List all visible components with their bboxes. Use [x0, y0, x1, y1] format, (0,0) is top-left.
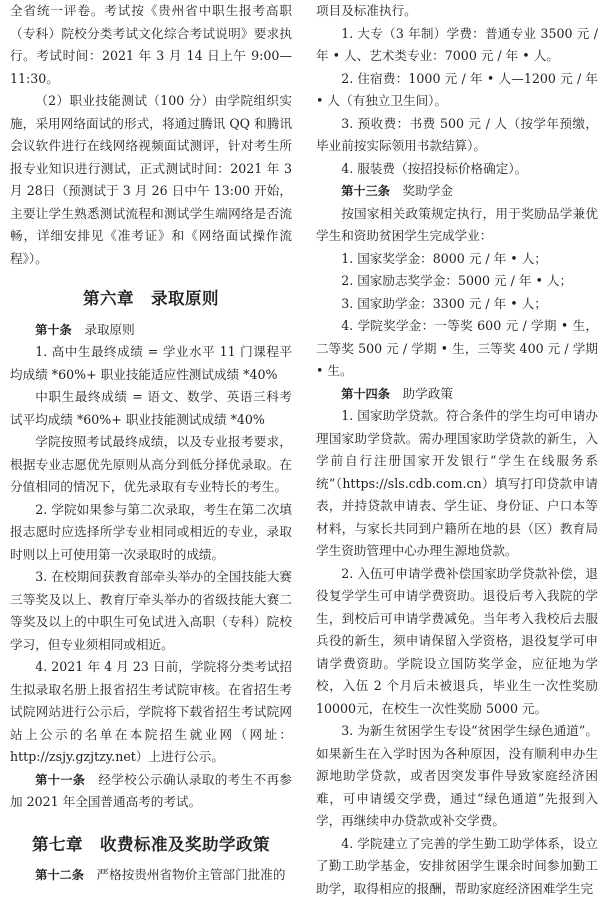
paragraph: （2）职业技能测试（100 分）由学院组织实施，采用网络面试的形式，将通过腾讯 QQ 和腾讯会议软件进行在线网络视频面试测评，针对考生所报专业知识进行测试，正式测试时间：2021 年 3 月 28日（预测试于 3 月 26 日中午 13:00 开始，主要让学生熟悉测试流程和测试学生端网络是否流畅，详细安排见《准考证》和《网络面试操作流程》）。	[10, 90, 292, 270]
paragraph: 2. 入伍可申请学费补偿国家助学贷款补偿，退役复学学生可申请学费资助。退役后考入我院的学生，到校后可申请学费减免。当年考入我校后去服兵役的新生，须申请保留入学资格，退役复学可申请学费资助。学院设立国防奖学金，应征地为学校，入伍 2 个月后未被退兵，毕业生一次性奖励 10000元，在校生一次性奖励 5000 元。	[316, 563, 598, 721]
paragraph: 中职生最终成绩 = 语文、数学、英语三科考试平均成绩 *60%+ 职业技能测试成绩 *40%	[10, 386, 292, 431]
paragraph: 1. 国家助学贷款。符合条件的学生均可申请办理国家助学贷款。需办理国家助学贷款的新生，入学前自行注册国家开发银行“学生在线服务系统”（https://sls.cdb.com.cn）填写打印贷款申请表，并持贷款申请表、学生证、身份证、户口本等材料，与家长共同到户籍所在地的县（区）教育局学生资助管理中心办理生源地贷款。	[316, 405, 598, 563]
article-11	[10, 769, 292, 814]
fee-item: 2. 住宿费：1000 元 / 年 • 人—1200 元 / 年 • 人（有独立卫生间）。	[316, 68, 598, 113]
paragraph: 学院按照考试最终成绩，以及专业报考要求，根据专业志愿优先原则从高分到低分择优录取。在分值相同的情况下，优先录取有专业特长的考生。	[10, 431, 292, 499]
paragraph: 按国家相关政策规定执行，用于奖励品学兼优学生和资助贫困学生完成学业：	[316, 203, 598, 248]
paragraph: 4. 2021 年 4 月 23 日前，学院将分类考试招生拟录取名册上报省招生考试院审核。在省招生考试院网站进行公示后，学院将下载省招生考试院网站上公示的名单在本院招生就业网（网址：http://zsjy.gzjtzy.net）上进行公示。	[10, 656, 292, 769]
article-label: 第十四条	[341, 387, 390, 401]
fee-item: 4. 服装费（按招投标价格确定）。	[316, 158, 598, 181]
left-column	[10, 0, 292, 887]
paragraph: 3. 在校期间获教育部牵头举办的全国技能大赛三等奖及以上、教育厅牵头举办的省级技能大赛二等奖及以上的中职生可免试进入高职（专科）院校学习，但专业须相同或相近。	[10, 566, 292, 656]
article-label: 第十一条	[35, 773, 85, 787]
article-12	[10, 864, 292, 887]
right-column	[316, 0, 598, 900]
article-label: 第十三条	[341, 184, 390, 198]
article-10-heading	[10, 319, 292, 342]
article-14-heading	[316, 383, 598, 406]
paragraph: 全省统一评卷。考试按《贵州省中职生报考高职（专科）院校分类考试文化综合考试说明》要求执行。考试时间：2021 年 3 月 14 日上午 9:00—11:30。	[10, 0, 292, 90]
paragraph: 3. 为新生贫困学生专设“贫困学生绿色通道”。如果新生在入学时因为各种原因，没有顺利申办生源地助学贷款，或者因突发事件导致家庭经济困难，可申请缓交学费，通过“绿色通道”先报到入学，再继续申办贷款或补交学费。	[316, 720, 598, 833]
scholarship-item: 2. 国家励志奖学金：5000 元 / 年 • 人；	[316, 270, 598, 293]
article-text: 经学校公示确认录取的考生不再参加 2021 年全国普通高考的考试。	[10, 772, 292, 810]
article-text: 严格按贵州省物价主管部门批准的	[84, 867, 286, 882]
scholarship-item: 1. 国家奖学金：8000 元 / 年 • 人；	[316, 248, 598, 271]
paragraph: 项目及标准执行。	[316, 0, 598, 23]
scholarship-item: 4. 学院奖学金：一等奖 600 元 / 学期 • 生，二等奖 500 元 / 学期 • 生，三等奖 400 元 / 学期 • 生。	[316, 315, 598, 383]
article-13-heading	[316, 180, 598, 203]
chapter-6-heading: 第六章 录取原则	[10, 288, 292, 311]
article-label: 第十二条	[35, 868, 84, 882]
article-title: 录取原则	[72, 322, 135, 337]
article-title: 助学政策	[390, 386, 453, 401]
article-label: 第十条	[35, 323, 72, 337]
scholarship-item: 3. 国家助学金：3300 元 / 年 • 人；	[316, 293, 598, 316]
paragraph: 4. 学院建立了完善的学生勤工助学体系，设立了勤工助学基金，安排贫困学生课余时间参加勤工助学，取得相应的报酬，帮助家庭经济困难学生完	[316, 833, 598, 900]
fee-item: 3. 预收费：书费 500 元 / 人（按学年预缴，毕业前按实际领用书款结算）。	[316, 113, 598, 158]
fee-item: 1. 大专（3 年制）学费：普通专业 3500 元 / 年 • 人、艺术类专业：7000 元 / 年 • 人。	[316, 23, 598, 68]
article-title: 奖助学金	[390, 183, 453, 198]
chapter-7-heading: 第七章 收费标准及奖助学政策	[10, 834, 292, 857]
paragraph: 1. 高中生最终成绩 = 学业水平 11 门课程平均成绩 *60%+ 职业技能适应性测试成绩 *40%	[10, 341, 292, 386]
paragraph: 2. 学院如果参与第二次录取，考生在第二次填报志愿时应选择所学专业相同或相近的专业，录取时则以上可使用第一次录取时的成绩。	[10, 499, 292, 567]
